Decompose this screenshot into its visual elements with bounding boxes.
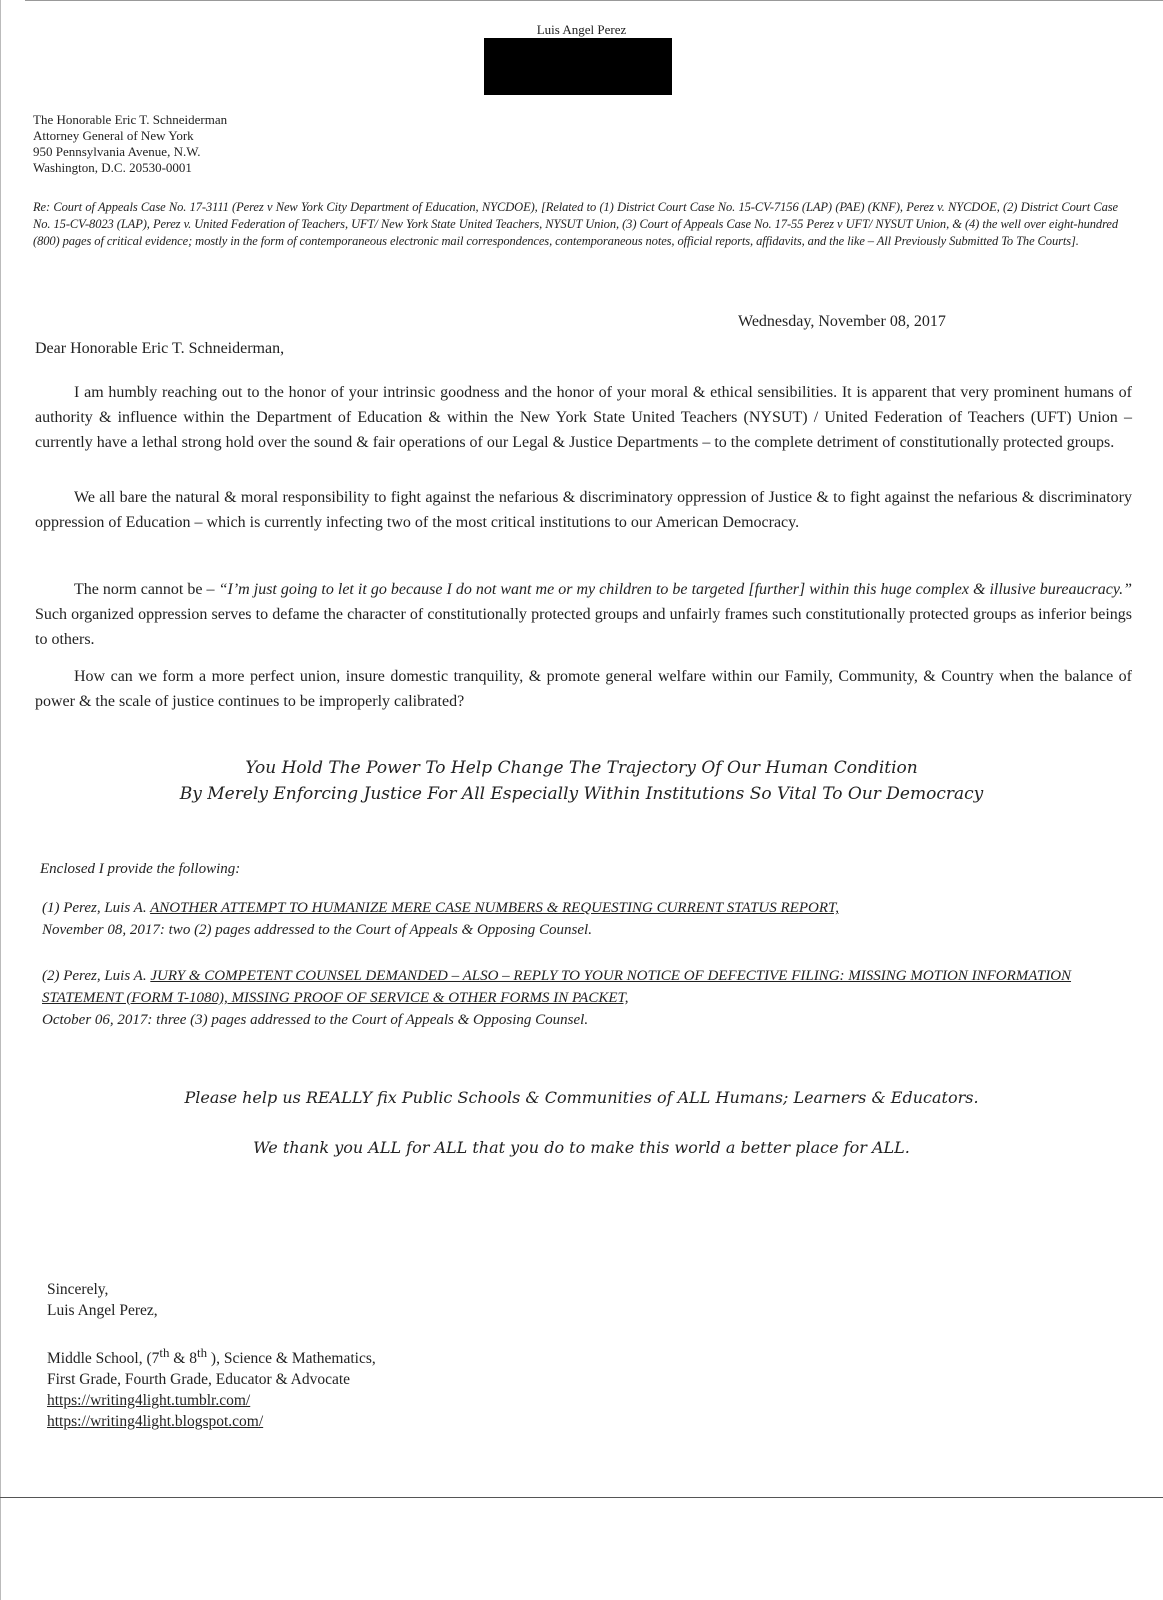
re-line: Re: Court of Appeals Case No. 17-3111 (Perez v New York City Department of Education, NYCDOE), [Related to (1) District Court Case No. 15-CV-7156 (LAP) (PAE) (KNF), Perez v. NYCDOE, (2) District Court Case No. 15-CV-8023 (LAP), Perez v. United Federation of Teachers, UFT/ New York State United Teachers, NYSUT Union, (3) Court of Appeals Case No. 17-55 Perez v UFT/ NYSUT Union, & (4) the well over eight-hundred (800) pages of critical evidence; mostly in the form of contemporaneous electronic mail correspondences, contemporaneous notes, official reports, affidavits, and the like – All Previously Submitted To The Courts]. (33, 200, 1118, 248)
body-paragraph: How can we form a more perfect union, insure domestic tranquility, & promote general welfare within our Family, Community, & Country when the balance of power & the scale of justice continues to be improperly calibrated? (35, 668, 1132, 710)
enclosure-details: November 08, 2017: two (2) pages addressed to the Court of Appeals & Opposing Counsel. (42, 922, 592, 938)
sender-name: Luis Angel Perez (536, 22, 627, 37)
signer-name: Luis Angel Perez, (47, 1302, 158, 1319)
role-line (47, 1342, 376, 1369)
closing-line: Please help us REALLY fix Public Schools & Communities of ALL Humans; Learners & Educators. (184, 1088, 979, 1107)
enclosure-prefix: (1) Perez, Luis A. (42, 900, 151, 916)
motto (0, 755, 1163, 807)
motto-line: By Merely Enforcing Justice For All Especially Within Institutions So Vital To Our Democracy (179, 784, 984, 804)
enclosure-title: ANOTHER ATTEMPT TO HUMANIZE MERE CASE NUMBERS & REQUESTING CURRENT STATUS REPORT, (150, 900, 839, 916)
letter-date: Wednesday, November 08, 2017 (738, 313, 946, 330)
enclosure-item (42, 965, 1112, 1031)
motto-line: You Hold The Power To Help Change The Trajectory Of Our Human Condition (245, 758, 918, 778)
body-paragraph: I am humbly reaching out to the honor of your intrinsic goodness and the honor of your moral & ethical sensibilities. It is apparent that very prominent humans of authority & influence within the Department of Education & within the New York State United Teachers (NYSUT) / United Federation of Teachers (UFT) Union – currently have a lethal strong hold over the sound & fair operations of our Legal & Justice Departments – to the complete detriment of constitutionally protected groups. (35, 384, 1132, 451)
tumblr-link[interactable]: https://writing4light.tumblr.com/ (47, 1392, 251, 1410)
quote-rest: Such organized oppression serves to defame the character of constitutionally protected groups and unfairly frames such constitutionally protected groups as inferior beings to others. (35, 606, 1132, 648)
footer-divider (0, 1497, 1163, 1498)
enclosure-prefix: (2) Perez, Luis A. (42, 968, 151, 984)
blogspot-link[interactable]: https://writing4light.blogspot.com/ (47, 1413, 264, 1431)
enclosure-details: October 06, 2017: three (3) pages addressed to the Court of Appeals & Opposing Counsel. (42, 1012, 589, 1028)
recipient-line: The Honorable Eric T. Schneiderman (33, 112, 228, 127)
recipient-line: 950 Pennsylvania Avenue, N.W. (33, 144, 201, 159)
body-paragraph-quote (35, 577, 1132, 652)
enclosed-heading: Enclosed I provide the following: (40, 861, 241, 877)
body-paragraph: We all bare the natural & moral responsibility to fight against the nefarious & discriminatory oppression of Justice & to fight against the nefarious & discriminatory oppression of Education – which is currently infecting two of the most critical institutions to our American Democracy. (35, 489, 1132, 531)
closing-line: We thank you ALL for ALL that you do to make this world a better place for ALL. (253, 1138, 910, 1157)
credentials (47, 1342, 376, 1432)
role-text: & 8 (169, 1350, 197, 1368)
salutation: Dear Honorable Eric T. Schneiderman, (35, 340, 285, 357)
recipient-line: Washington, D.C. 20530-0001 (33, 160, 192, 175)
enclosure-item (42, 897, 1112, 941)
role-line: First Grade, Fourth Grade, Educator & Advocate (47, 1371, 351, 1389)
enclosure-title: JURY & COMPETENT COUNSEL DEMANDED – ALSO – REPLY TO YOUR NOTICE OF DEFECTIVE FILING: MISSING MOTION INFORMATION STATEMENT (FORM T-1080), MISSING PROOF OF SERVICE & OTHER FORMS IN PACKET, (42, 968, 1072, 1006)
role-text: ), Science & Mathematics, (207, 1350, 376, 1368)
recipient-address (33, 112, 227, 176)
recipient-line: Attorney General of New York (33, 128, 194, 143)
role-sup: th (159, 1345, 170, 1360)
quote-lead: The norm cannot be – (74, 581, 219, 598)
signature-block (47, 1279, 158, 1321)
role-text: Middle School, (7 (47, 1350, 160, 1368)
redacted-address-block (484, 38, 672, 95)
sign-off: Sincerely, (47, 1281, 109, 1298)
quote-text: “I’m just going to let it go because I do not want me or my children to be targeted [further] within this huge complex & illusive bureaucracy.” (218, 581, 1132, 598)
role-sup: th (196, 1345, 208, 1360)
scan-edge-top (25, 0, 1163, 1)
